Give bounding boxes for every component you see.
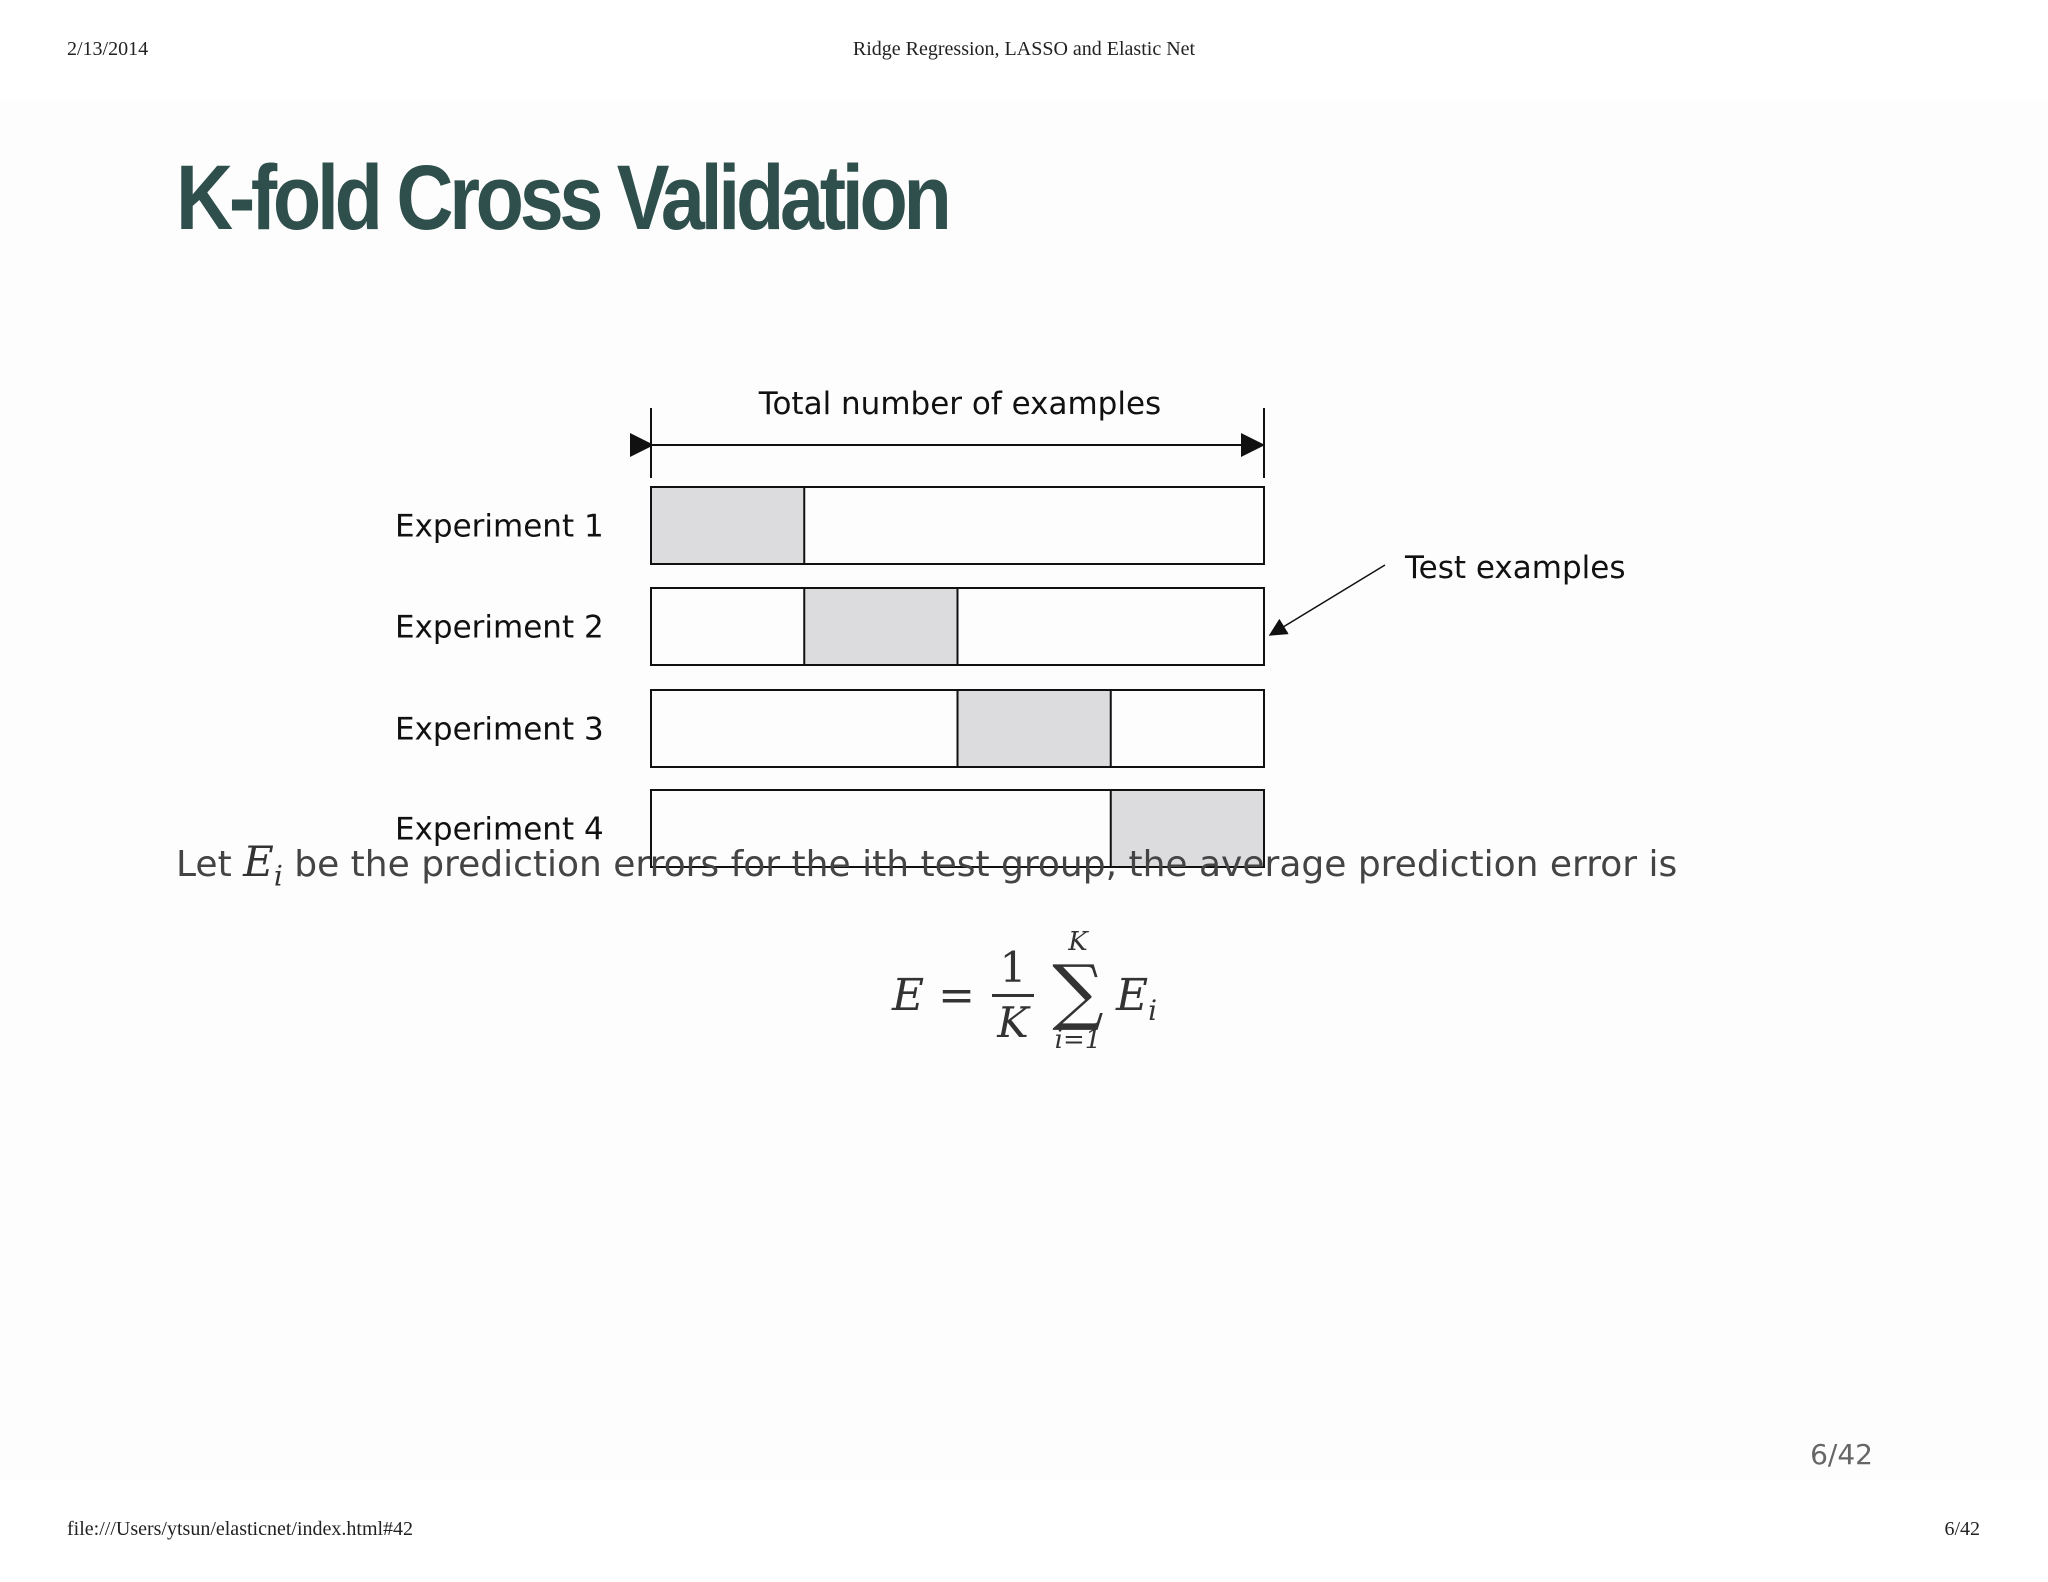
slide-title: K-fold Cross Validation (176, 147, 948, 249)
footer-url: file:///Users/ytsun/elasticnet/index.html#42 (67, 1518, 414, 1540)
inline-math-subscript: i (273, 859, 283, 893)
rhs-symbol: E (1116, 970, 1149, 1021)
test-fold-segment (804, 588, 957, 665)
page-header (0, 38, 2048, 64)
equation-lhs: E = (892, 970, 975, 1021)
experiment-label: Experiment 3 (395, 711, 604, 748)
footer-page: 6/42 (1944, 1518, 1980, 1540)
test-examples-pointer (1270, 565, 1385, 635)
sum-upper-limit: K (1068, 927, 1088, 957)
inline-math (243, 837, 283, 893)
average-error-equation (870, 920, 1190, 1070)
test-fold-segment (958, 690, 1111, 767)
slide (0, 100, 2048, 1480)
page-footer (0, 1518, 2048, 1544)
sum-lower-limit: i=1 (1054, 1025, 1102, 1055)
cross-validation-svg (360, 270, 1660, 890)
equation-rhs (1116, 970, 1157, 1027)
test-fold-segment (651, 487, 804, 564)
experiment-rows (395, 487, 1264, 867)
inline-math-symbol: E (243, 837, 274, 886)
test-examples-label: Test examples (1405, 550, 1626, 586)
text-rest: be the prediction errors for the ith test group, the average prediction error is (294, 844, 1678, 885)
total-examples-label: Total number of examples (758, 386, 1162, 422)
fraction-numerator: 1 (999, 943, 1027, 992)
cross-validation-diagram (360, 270, 1660, 890)
summation (1042, 928, 1114, 1054)
slide-number: 6/42 (1810, 1438, 1873, 1471)
body-paragraph (176, 837, 1677, 892)
experiment-label: Experiment 4 (395, 811, 604, 848)
experiment-label: Experiment 2 (395, 609, 604, 646)
fraction-denominator: K (997, 998, 1029, 1047)
rhs-subscript: i (1148, 993, 1158, 1027)
equation-fraction (988, 942, 1038, 1049)
text-let: Let (176, 844, 232, 885)
header-date: 2/13/2014 (67, 38, 149, 60)
sigma-symbol: ∑ (1052, 949, 1104, 1033)
experiment-label: Experiment 1 (395, 508, 604, 545)
header-document-title: Ridge Regression, LASSO and Elastic Net (852, 38, 1196, 60)
